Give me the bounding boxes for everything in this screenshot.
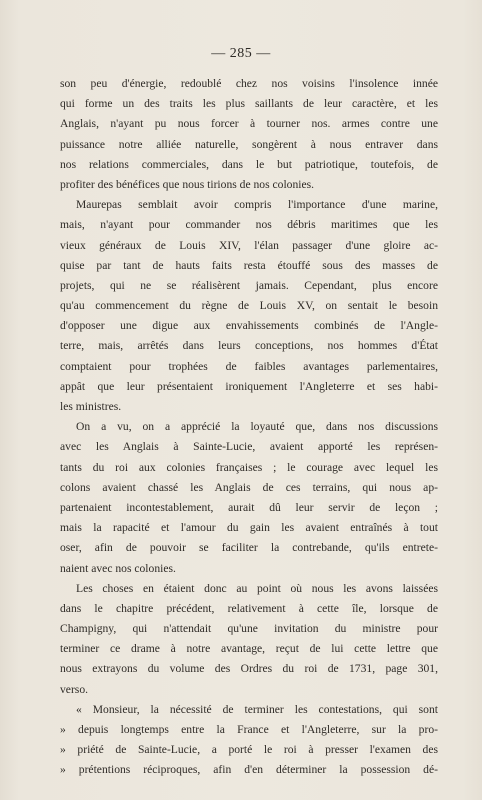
text-line: projets, qui ne se réalisèrent jamais. Cependant, plus encore	[60, 278, 438, 292]
text-line: terre, mais, arrêtés dans leurs conceptions, nos hommes d'État	[60, 339, 438, 353]
paragraph-2	[60, 195, 438, 417]
text-line: mais, n'ayant pour commander nos débris maritimes que les	[60, 218, 438, 232]
text-line: d'opposer une digue aux envahissements combinés de l'Angle-	[60, 319, 438, 333]
text-line: avec les Anglais à Sainte-Lucie, avaient apporté les représen-	[60, 440, 438, 454]
paragraph-3	[60, 417, 438, 579]
text-line: quise par tant de hauts faits resta étouffé sous des masses de	[60, 258, 438, 272]
text-line: terminer ce drame à notre avantage, reçut de lui cette lettre que	[60, 642, 438, 656]
text-line: puissance notre alliée naturelle, songèrent à nous entraver dans	[60, 137, 438, 151]
text-line: naient avec nos colonies.	[60, 561, 176, 575]
text-line: » depuis longtemps entre la France et l'Angleterre, sur la pro-	[60, 723, 438, 736]
quoted-letter	[60, 700, 438, 781]
page-number: — 285 —	[211, 46, 271, 61]
text-line: Champigny, qui n'attendait qu'une invitation du ministre pour	[60, 622, 438, 636]
text-line: qu'au commencement du règne de Louis XV, on sentait le besoin	[60, 299, 438, 313]
text-line: dans le chapitre précédent, relativement à cette île, lorsque de	[60, 601, 438, 615]
text-line: qui forme un des traits les plus saillants de leur caractère, et les	[60, 97, 438, 111]
text-line: appât que leur présentaient ironiquement l'Angleterre et ses habi-	[60, 379, 438, 393]
body-text	[60, 74, 438, 781]
text-line: « Monsieur, la nécessité de terminer les contestations, qui sont	[76, 702, 438, 716]
text-line: colons avaient chassé les Anglais de ces terrains, qui nous ap-	[60, 480, 438, 494]
text-line: nos relations commerciales, dans le but patriotique, toutefois, de	[60, 157, 438, 171]
paragraph-1	[60, 74, 438, 195]
text-line: » prétentions réciproques, afin d'en déterminer la possession dé-	[60, 763, 438, 777]
text-line: son peu d'énergie, redoublé chez nos voisins l'insolence innée	[60, 77, 438, 90]
text-line: nous extrayons du volume des Ordres du roi de 1731, page 301,	[60, 662, 438, 676]
text-line: tants du roi aux colonies françaises ; le courage avec lequel les	[60, 460, 438, 474]
text-line: On a vu, on a apprécié la loyauté que, dans nos discussions	[76, 420, 438, 434]
text-line: oser, afin de pouvoir se faciliter la contrebande, qu'ils entrete-	[60, 541, 438, 555]
text-line: profiter des bénéfices que nous tirions de nos colonies.	[60, 177, 315, 191]
text-line: Les choses en étaient donc au point où nous les avons laissées	[76, 581, 438, 595]
text-line: » priété de Sainte-Lucie, a porté le roi à presser l'examen des	[60, 743, 438, 757]
text-line: Anglais, n'ayant pu nous forcer à tourner nos. armes contre une	[60, 117, 438, 131]
text-line: les ministres.	[60, 400, 122, 413]
text-line: partenaient incontestablement, aurait dû leur servir de leçon ;	[60, 500, 438, 514]
text-line: comptaient pour trophées de faibles avantages parlementaires,	[60, 359, 438, 373]
text-line: verso.	[60, 682, 89, 696]
text-line: mais la rapacité et l'amour du gain les avaient entraînés à tout	[60, 521, 438, 535]
text-line: Maurepas semblait avoir compris l'importance d'une marine,	[76, 198, 438, 212]
text-line: vieux généraux de Louis XIV, l'élan passager d'une gloire ac-	[60, 238, 438, 252]
paragraph-4	[60, 579, 438, 700]
